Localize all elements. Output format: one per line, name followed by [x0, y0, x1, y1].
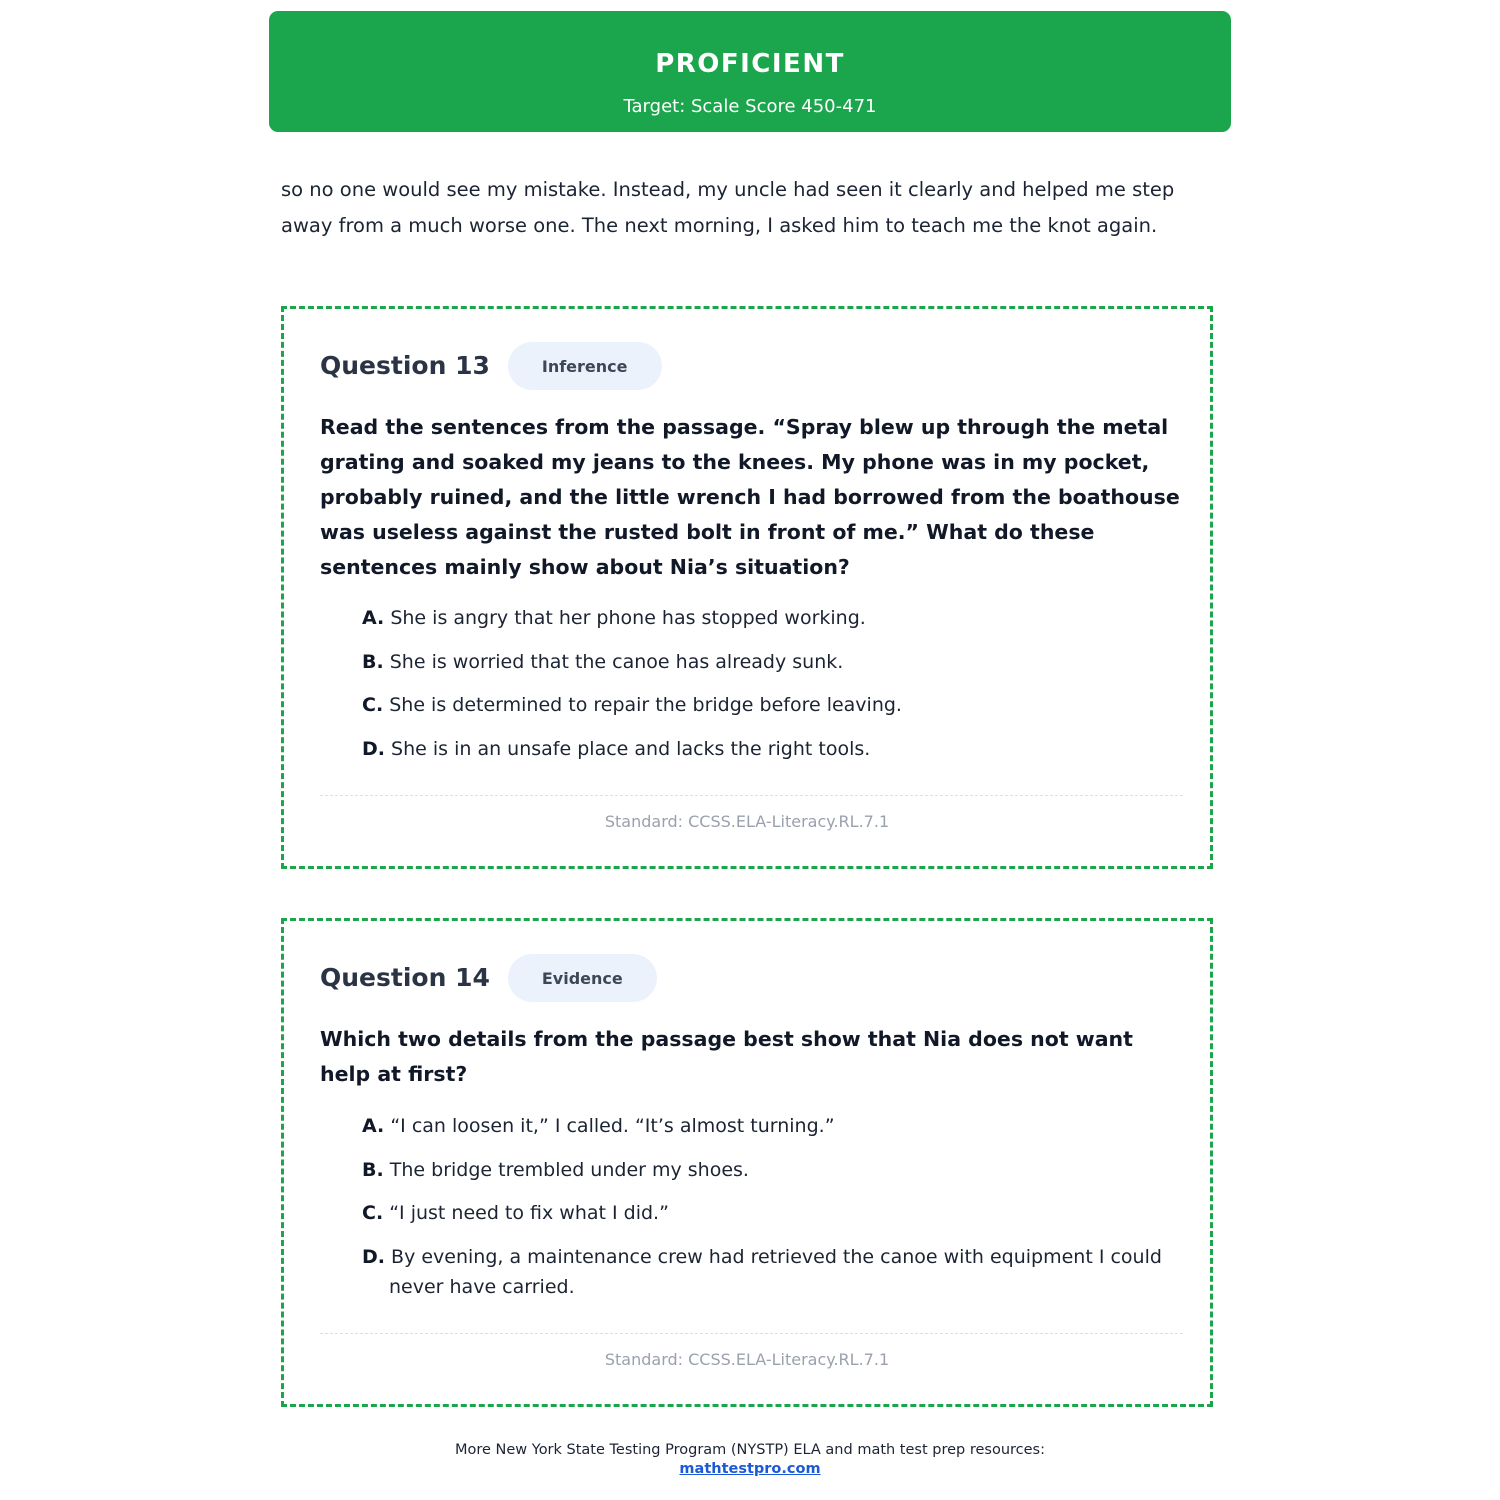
option-letter: D.	[362, 737, 385, 760]
option-text: She is in an unsafe place and lacks the right tools.	[391, 737, 871, 760]
question-category-badge: Inference	[508, 342, 662, 390]
divider	[320, 1333, 1183, 1334]
option-text: She is worried that the canoe has already sunk.	[389, 650, 844, 673]
question-card-14	[281, 918, 1213, 1407]
answer-option-a[interactable]	[362, 1111, 1172, 1141]
question-number: Question 13	[320, 351, 490, 380]
question-category-badge: Evidence	[508, 954, 657, 1002]
option-letter: A.	[362, 1115, 385, 1137]
answer-option-b[interactable]	[362, 1155, 1172, 1185]
question-header	[320, 341, 662, 391]
option-letter: C.	[362, 694, 384, 716]
footer-text: More New York State Testing Program (NYSTP) ELA and math test prep resources:	[454, 1442, 1046, 1458]
banner-subtitle: Target: Scale Score 450-471	[623, 96, 877, 117]
answer-options	[362, 1111, 1172, 1315]
option-text: By evening, a maintenance crew had retrieved the canoe with equipment I could never have carried.	[389, 1245, 1162, 1298]
answer-option-b[interactable]	[362, 647, 1172, 677]
question-header	[320, 953, 657, 1003]
option-text: “I can loosen it,” I called. “It’s almost turning.”	[390, 1115, 835, 1137]
question-prompt: Which two details from the passage best show that Nia does not want help at first?	[320, 1027, 1133, 1086]
option-text: “I just need to fix what I did.”	[389, 1202, 669, 1224]
level-banner	[269, 11, 1231, 132]
banner-title: PROFICIENT	[655, 49, 845, 79]
answer-option-c[interactable]	[362, 690, 1172, 720]
standard-label: Standard: CCSS.ELA-Literacy.RL.7.1	[604, 812, 890, 831]
option-text: The bridge trembled under my shoes.	[389, 1158, 749, 1181]
passage-excerpt: so no one would see my mistake. Instead, my uncle had seen it clearly and helped me step away from a much worse one. The next morning, I asked him to teach me the knot again.	[281, 178, 1175, 237]
option-letter: C.	[362, 1202, 384, 1224]
option-letter: D.	[362, 1245, 385, 1268]
option-letter: A.	[362, 607, 385, 629]
standard-label: Standard: CCSS.ELA-Literacy.RL.7.1	[604, 1350, 890, 1369]
question-prompt: Read the sentences from the passage. “Spray blew up through the metal grating and soaked my jeans to the knees. My phone was in my pocket, probably ruined, and the little wrench I had borrowed from the boathouse was useless against the rusted bolt in front of me.” What do these sentences mainly show about Nia’s situation?	[320, 415, 1180, 579]
divider	[320, 795, 1183, 796]
question-number: Question 14	[320, 963, 490, 992]
answer-options	[362, 603, 1172, 777]
answer-option-a[interactable]	[362, 603, 1172, 633]
question-card-13	[281, 306, 1213, 869]
option-letter: B.	[362, 650, 384, 673]
option-text: She is angry that her phone has stopped working.	[390, 607, 866, 629]
footer-link[interactable]: mathtestpro.com	[679, 1461, 821, 1477]
answer-option-c[interactable]	[362, 1198, 1172, 1228]
answer-option-d[interactable]	[362, 1242, 1172, 1302]
option-letter: B.	[362, 1158, 384, 1181]
footer	[0, 1441, 1500, 1479]
option-text: She is determined to repair the bridge before leaving.	[389, 694, 902, 716]
answer-option-d[interactable]	[362, 734, 1172, 764]
